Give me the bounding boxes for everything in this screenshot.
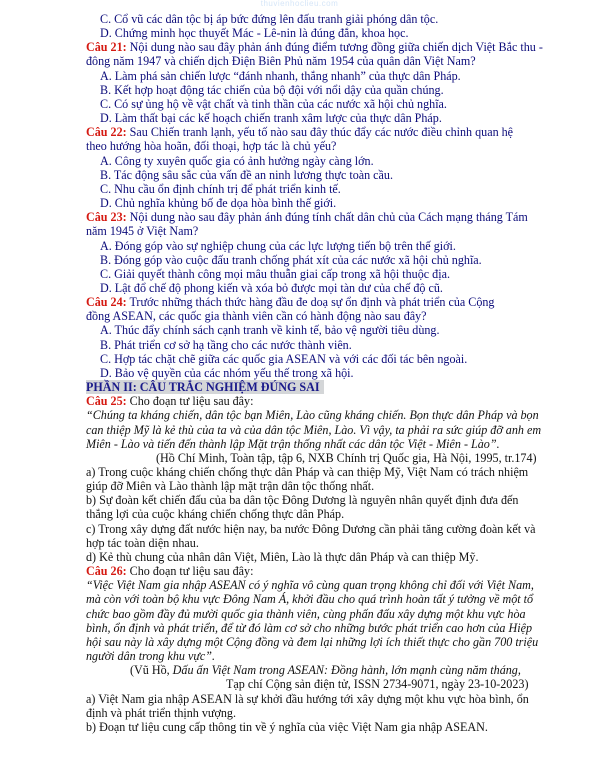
quote-line: “Việc Việt Nam gia nhập ASEAN có ý nghĩa vô cùng quan trọng không chỉ đối với Việt Nam, — [86, 578, 534, 593]
answer-option: A. Công ty xuyên quốc gia có ảnh hưởng ngày càng lớn. — [100, 153, 374, 168]
question-text: Nội dung nào sau đây phản ánh đúng điểm tương đồng giữa chiến dịch Việt Bắc thu - — [126, 40, 543, 55]
question-text-line: đồng ASEAN, các quốc gia thành viên cần có hành động nào sau đây? — [86, 309, 427, 324]
question-text-line: theo hướng hòa hoãn, đối thoại, hợp tác là chủ yếu? — [86, 139, 337, 154]
question-label: Câu 21: — [86, 40, 127, 55]
statement: giúp đỡ Miên và Lào thành lập mặt trận dân tộc thống nhất. — [86, 479, 375, 494]
question-text-line: năm 1945 ở Việt Nam? — [86, 224, 199, 239]
quote-source — [86, 663, 583, 677]
quote-line: “Chúng ta kháng chiến, dân tộc bạn Miên, Lào cũng kháng chiến. Bọn thực dân Pháp và bọn — [86, 408, 539, 423]
statement: b) Sự đoàn kết chiến đấu của ba dân tộc Đông Dương là nguyên nhân quyết định đưa đến — [86, 493, 519, 508]
question-label: Câu 23: — [86, 210, 127, 225]
quote-line: bình, ổn định và phát triển, để từ đó làm cơ sở cho những bước phát triển cao hơn của Hiệp — [86, 620, 532, 635]
statement: a) Việt Nam gia nhập ASEAN là sự khởi đầu hướng tới xây dựng một khu vực hòa bình, ổn — [86, 691, 529, 706]
answer-option: A. Đóng góp vào sự nghiệp chung của các lực lượng tiến bộ trên thế giới. — [100, 238, 456, 253]
quote-line: mà còn với toàn bộ khu vực Đông Nam Á, khởi đầu cho quá trình hoàn tất ý tưởng về một tổ — [86, 592, 534, 607]
source-title: Dấu ấn Việt Nam trong ASEAN: Đồng hành, lớn mạnh cùng năm tháng, — [172, 663, 521, 678]
answer-option: B. Đóng góp vào cuộc đấu tranh chống phát xít của các nước xã hội chủ nghĩa. — [100, 252, 482, 267]
answer-option: C. Cổ vũ các dân tộc bị áp bức đứng lên đấu tranh giải phóng dân tộc. — [100, 12, 439, 26]
source-author: (Vũ Hồ, — [130, 663, 173, 678]
answer-option: A. Làm phá sản chiến lược “đánh nhanh, thắng nhanh” của thực dân Pháp. — [100, 68, 461, 83]
answer-option: C. Giải quyết thành công mọi mâu thuẫn giai cấp trong xã hội thuộc địa. — [100, 266, 450, 281]
question-label: Câu 26: — [86, 564, 127, 579]
question-25 — [86, 394, 583, 408]
quote-line: can thiệp Mỹ là kẻ thù của ta và của dân tộc Miên, Lào. Vì vậy, ta phải ra sức giúp đỡ anh em — [86, 422, 542, 437]
question-21 — [86, 40, 583, 54]
question-22 — [86, 125, 583, 139]
quote-line: chức bao gồm đầy đủ mười quốc gia thành viên, cùng phấn đấu xây dựng một khu vực hòa — [86, 606, 526, 621]
question-text-line: đông năm 1947 và chiến dịch Điện Biên Phủ năm 1954 của quân dân Việt Nam? — [86, 54, 476, 69]
question-23 — [86, 210, 583, 224]
quote-source: (Hồ Chí Minh, Toàn tập, tập 6, NXB Chính trị Quốc gia, Hà Nội, 1995, tr.174) — [156, 450, 537, 465]
question-text: Nội dung nào sau đây phản ánh đúng tính chất dân chủ của Cách mạng tháng Tám — [126, 210, 528, 225]
question-text: Sau Chiến tranh lạnh, yếu tố nào sau đây thúc đẩy các nước điều chỉnh quan hệ — [126, 125, 514, 140]
question-label: Câu 25: — [86, 394, 127, 409]
watermark: thuvienhoclieu.com — [260, 0, 339, 8]
question-text: Cho đoạn tư liệu sau đây: — [126, 394, 254, 409]
answer-option: D. Chủ nghĩa khủng bố đe dọa hòa bình thế giới. — [100, 196, 337, 211]
document-page — [86, 12, 583, 734]
statement: định và phát triển thịnh vượng. — [86, 705, 236, 720]
statement: a) Trong cuộc kháng chiến chống thực dân Pháp và can thiệp Mỹ, Việt Nam có trách nhiệm — [86, 465, 529, 479]
statement: d) Kẻ thù chung của nhân dân Việt, Miên, Lào là thực dân Pháp và can thiệp Mỹ. — [86, 549, 479, 564]
answer-option: D. Lật đổ chế độ phong kiến và xóa bỏ được mọi tàn dư của chế độ cũ. — [100, 280, 443, 295]
question-label: Câu 24: — [86, 295, 127, 310]
quote-line: người dân trong khu vực”. — [86, 649, 216, 664]
statement: hợp tác toàn diện nhau. — [86, 535, 199, 550]
answer-option: C. Nhu cầu ổn định chính trị để phát triển kinh tế. — [100, 181, 341, 196]
question-24 — [86, 295, 583, 309]
answer-option: A. Thúc đẩy chính sách cạnh tranh về kinh tế, bảo vệ người tiêu dùng. — [100, 323, 440, 338]
section-heading: PHẦN II: CÂU TRẮC NGHIỆM ĐÚNG SAI — [86, 380, 324, 394]
statement: b) Đoạn tư liệu cung cấp thông tin về ý nghĩa của việc Việt Nam gia nhập ASEAN. — [86, 719, 488, 734]
answer-option: C. Hợp tác chặt chẽ giữa các quốc gia ASEAN và với các đối tác bên ngoài. — [100, 351, 468, 366]
statement: c) Trong xây dựng đất nước hiện nay, ba nước Đông Dương cần phải tăng cường đoàn kết và — [86, 521, 536, 536]
answer-option: D. Làm thất bại các kế hoạch chiến tranh xâm lược của thực dân Pháp. — [100, 111, 442, 126]
answer-option: D. Chứng minh học thuyết Mác - Lê-nin là đúng đắn, khoa học. — [100, 26, 409, 41]
answer-option: B. Kết hợp hoạt động tác chiến của bộ đội với nổi dậy của quần chúng. — [100, 82, 444, 97]
question-text: Trước những thách thức hàng đầu đe doạ sự ổn định và phát triển của Cộng — [126, 295, 495, 310]
answer-option: C. Có sự ủng hộ về vật chất và tinh thần của các nước xã hội chủ nghĩa. — [100, 96, 447, 111]
quote-line: Miên - Lào và tiến đến thành lập Mặt trận thống nhất các dân tộc Việt - Miên - Lào”. — [86, 436, 500, 451]
statement: thắng lợi của cuộc kháng chiến chống thực dân Pháp. — [86, 507, 345, 522]
answer-option: B. Tác động sâu sắc của vấn đề an ninh lương thực toàn cầu. — [100, 167, 393, 182]
answer-option: B. Phát triển cơ sở hạ tầng cho các nước thành viên. — [100, 337, 352, 352]
question-text: Cho đoạn tư liệu sau đây: — [126, 564, 254, 579]
quote-line: hội sau này là xây dựng một Cộng đồng và đem lại những lợi ích thiết thực cho gần 700 triệu — [86, 634, 539, 649]
answer-option: D. Bảo vệ quyền của các nhóm yếu thế trong xã hội. — [100, 365, 354, 380]
question-label: Câu 22: — [86, 125, 127, 140]
question-26 — [86, 564, 583, 578]
quote-source: Tạp chí Cộng sản điện tử, ISSN 2734-9071, ngày 23-10-2023) — [226, 677, 529, 692]
